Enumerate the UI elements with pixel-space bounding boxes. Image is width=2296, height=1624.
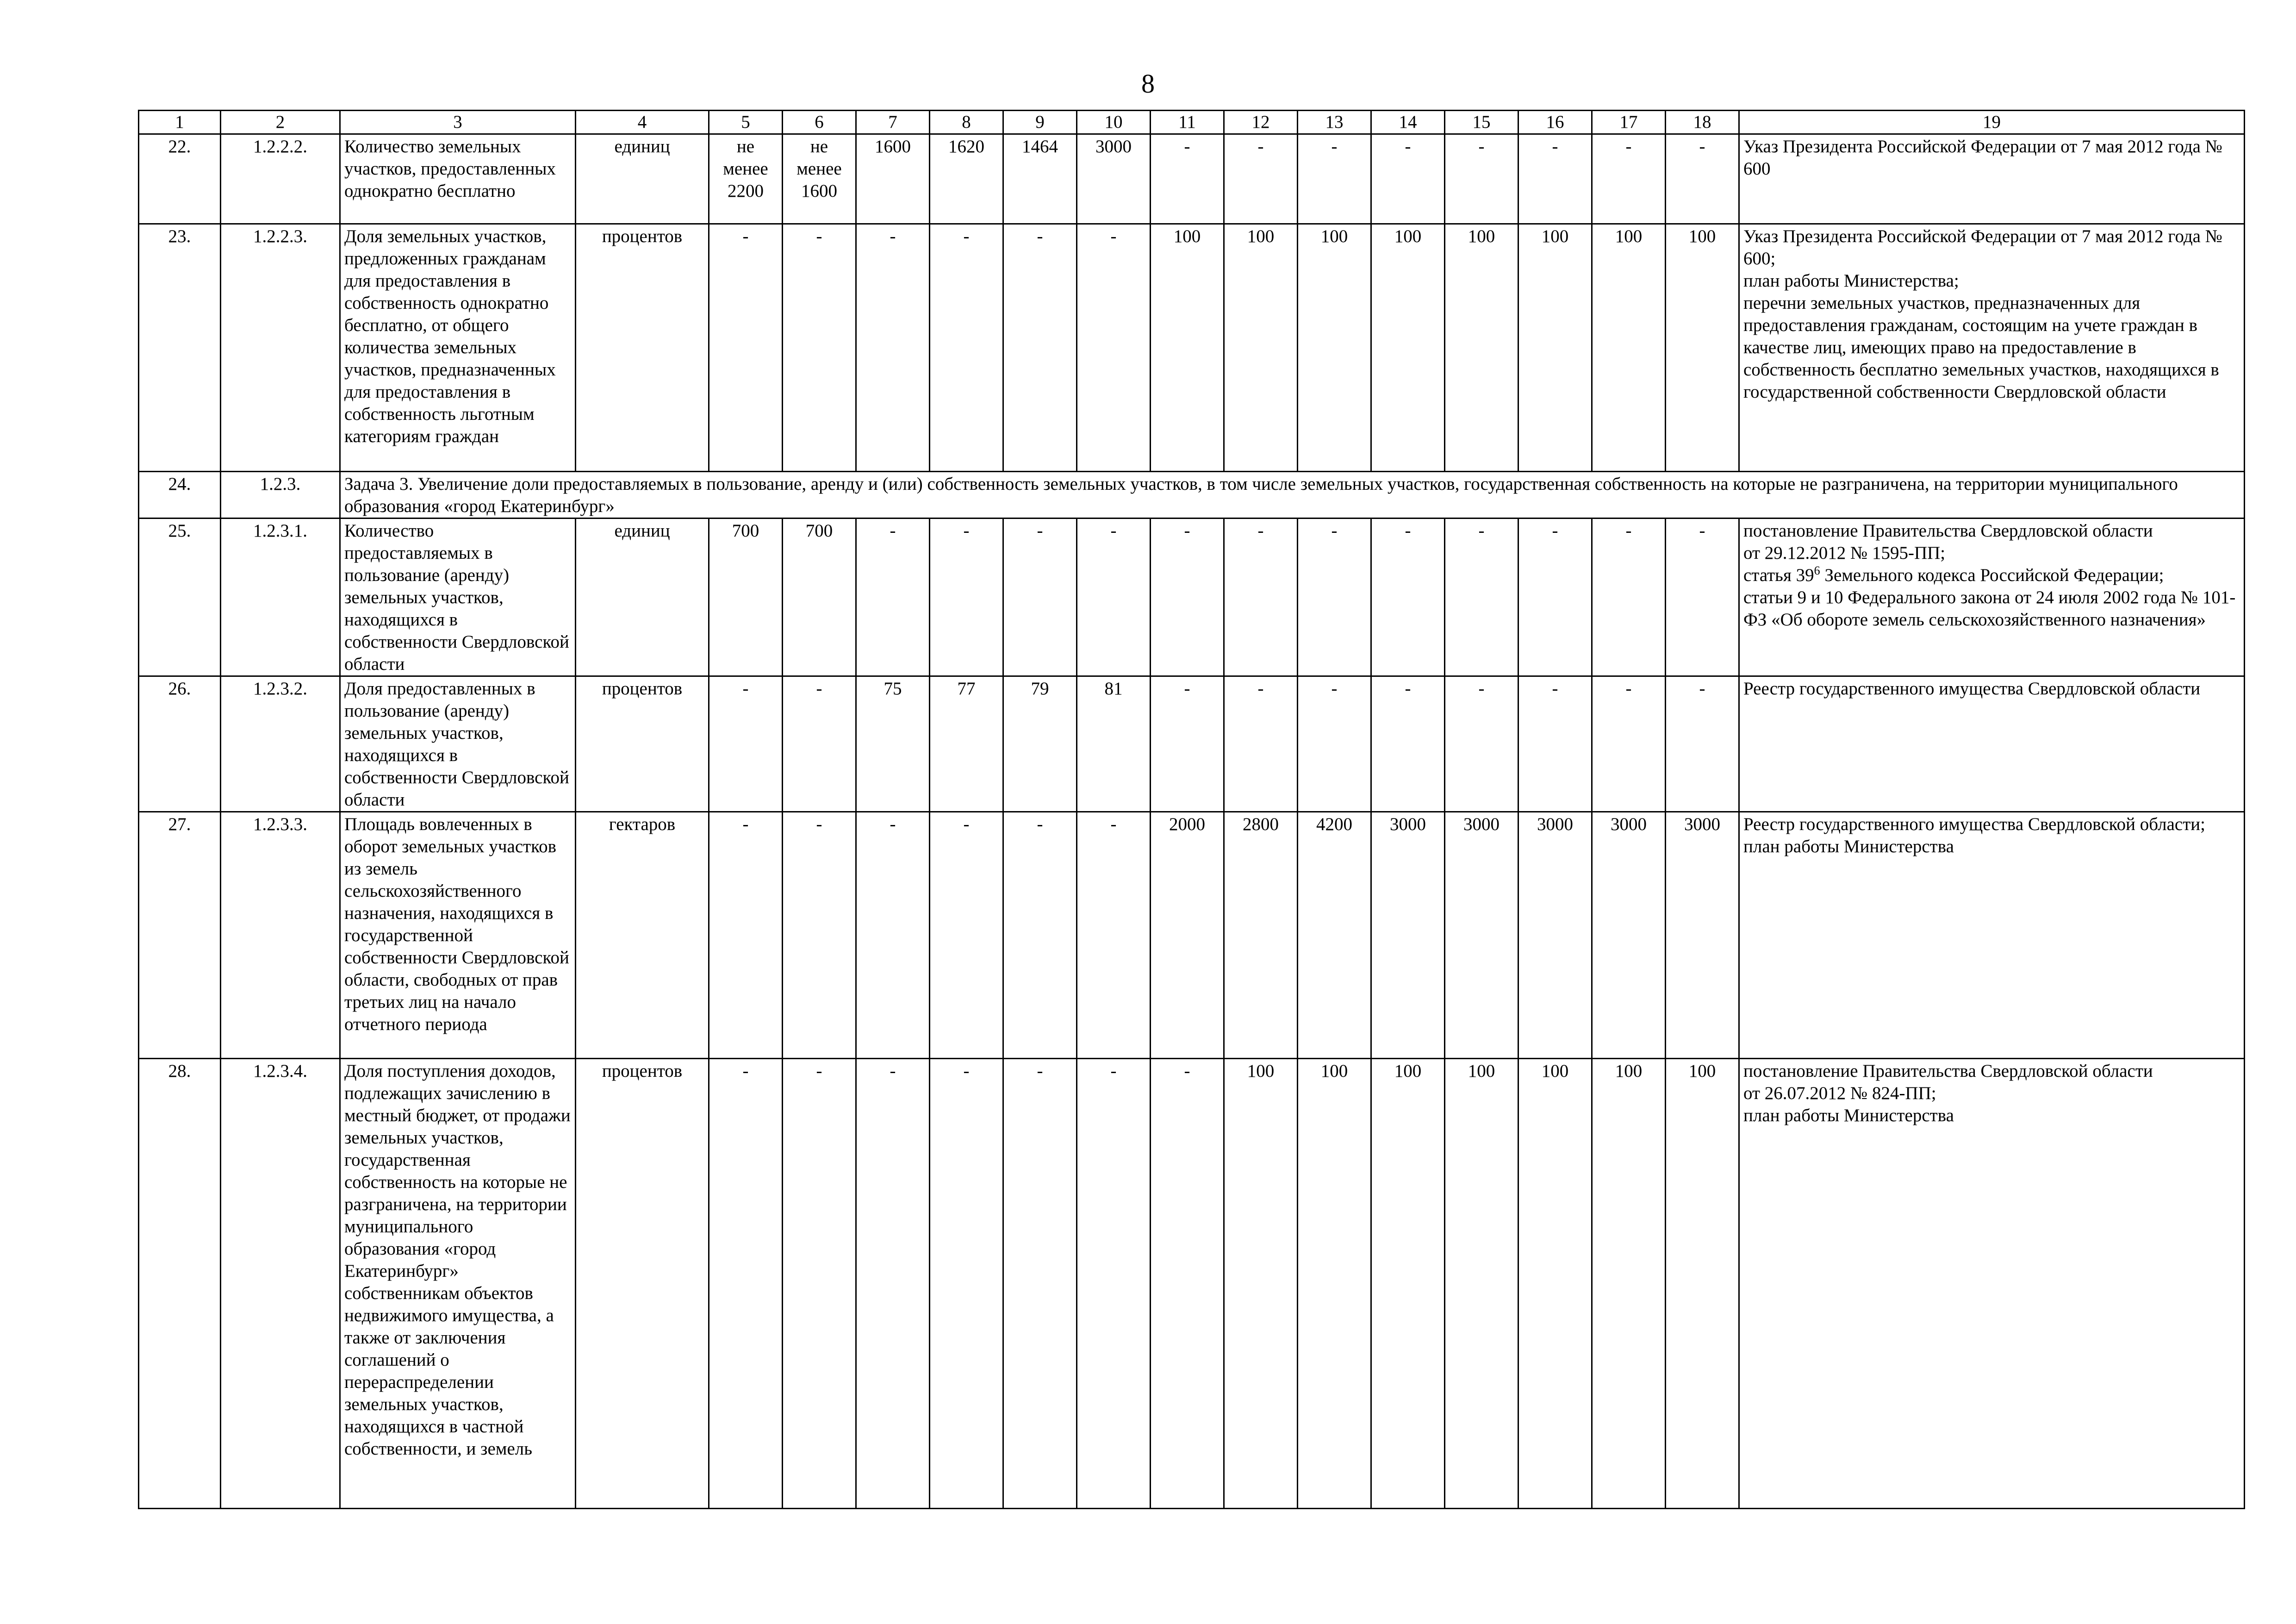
table-row — [139, 676, 2245, 812]
indicator-value: - — [1518, 518, 1592, 676]
column-number: 5 — [709, 111, 783, 134]
indicator-value: - — [709, 224, 783, 472]
indicator-value: 100 — [1592, 224, 1666, 472]
indicator-unit: процентов — [576, 1059, 709, 1509]
indicators-table — [138, 110, 2245, 1509]
indicator-name: Количество земельных участков, предоставленных однократно бесплатно — [340, 134, 576, 224]
indicator-value: 2000 — [1151, 812, 1224, 1059]
indicator-value: 2800 — [1224, 812, 1298, 1059]
page-number: 8 — [1141, 69, 1155, 99]
indicator-value: 3000 — [1077, 134, 1151, 224]
indicator-value: 4200 — [1298, 812, 1371, 1059]
indicator-value: 81 — [1077, 676, 1151, 812]
indicator-value: 100 — [1224, 1059, 1298, 1509]
table-row — [139, 134, 2245, 224]
indicator-value: - — [930, 518, 1003, 676]
column-number: 11 — [1151, 111, 1224, 134]
indicator-value: - — [1371, 518, 1445, 676]
column-number: 3 — [340, 111, 576, 134]
table-row — [139, 518, 2245, 676]
indicator-value: - — [1151, 676, 1224, 812]
column-number: 15 — [1445, 111, 1518, 134]
indicator-value: 3000 — [1518, 812, 1592, 1059]
indicator-value: 100 — [1371, 1059, 1445, 1509]
indicator-value: - — [1151, 518, 1224, 676]
indicator-value: 100 — [1445, 1059, 1518, 1509]
indicator-value: 100 — [1666, 224, 1739, 472]
indicator-value: - — [1592, 518, 1666, 676]
row-number: 24. — [139, 472, 221, 518]
indicator-value: 100 — [1151, 224, 1224, 472]
indicator-value: - — [1077, 224, 1151, 472]
indicator-value: 100 — [1445, 224, 1518, 472]
indicator-value: 100 — [1298, 1059, 1371, 1509]
row-number: 27. — [139, 812, 221, 1059]
column-number: 2 — [221, 111, 340, 134]
header-row — [139, 111, 2245, 134]
indicator-name: Площадь вовлеченных в оборот земельных участков из земель сельскохозяйственного назначения, находящихся в государственной собственности Свердловской области, свободных от прав третьих лиц на начало отчетного периода — [340, 812, 576, 1059]
indicator-value: 3000 — [1445, 812, 1518, 1059]
indicator-value: - — [1151, 134, 1224, 224]
indicator-value: не менее 1600 — [783, 134, 856, 224]
indicator-value: 700 — [783, 518, 856, 676]
indicator-value: 100 — [1518, 1059, 1592, 1509]
indicator-source: постановление Правительства Свердловской области от 29.12.2012 № 1595-ПП; статья $39^6$ Земельного кодекса Российской Федерации; статьи 9 и 10 Федерального закона от 24 июля 2002 года № 101-ФЗ «Об обороте земель сельскохозяйственного назначения» — [1739, 518, 2245, 676]
indicator-value: не менее 2200 — [709, 134, 783, 224]
table-row — [139, 1059, 2245, 1509]
indicator-value: - — [1077, 812, 1151, 1059]
column-number: 6 — [783, 111, 856, 134]
column-number: 13 — [1298, 111, 1371, 134]
indicator-value: 700 — [709, 518, 783, 676]
column-number: 9 — [1003, 111, 1077, 134]
row-number: 25. — [139, 518, 221, 676]
indicator-value: - — [783, 1059, 856, 1509]
indicator-unit: процентов — [576, 224, 709, 472]
indicator-value: - — [1518, 676, 1592, 812]
row-number: 28. — [139, 1059, 221, 1509]
indicator-value: - — [1003, 224, 1077, 472]
column-number: 8 — [930, 111, 1003, 134]
indicator-value: - — [1445, 134, 1518, 224]
row-code: 1.2.3.3. — [221, 812, 340, 1059]
column-number: 1 — [139, 111, 221, 134]
row-code: 1.2.3.1. — [221, 518, 340, 676]
indicator-unit: единиц — [576, 134, 709, 224]
column-number: 14 — [1371, 111, 1445, 134]
column-number: 12 — [1224, 111, 1298, 134]
indicator-value: - — [1666, 134, 1739, 224]
indicator-value: - — [1224, 134, 1298, 224]
indicator-value: - — [709, 1059, 783, 1509]
indicator-value: 100 — [1592, 1059, 1666, 1509]
indicator-source: Указ Президента Российской Федерации от 7 мая 2012 года № 600 — [1739, 134, 2245, 224]
indicator-unit: процентов — [576, 676, 709, 812]
indicator-value: 1464 — [1003, 134, 1077, 224]
indicator-value: - — [1518, 134, 1592, 224]
indicator-source: Реестр государственного имущества Свердловской области — [1739, 676, 2245, 812]
indicator-value: - — [1445, 676, 1518, 812]
indicator-value: - — [1592, 134, 1666, 224]
task-description: Задача 3. Увеличение доли предоставляемых в пользование, аренду и (или) собственность земельных участков, в том числе земельных участков, государственная собственность на которые не разграничена, на территории муниципального образования «город Екатеринбург» — [340, 472, 2245, 518]
indicator-value: 3000 — [1666, 812, 1739, 1059]
indicator-name: Доля земельных участков, предложенных гражданам для предоставления в собственность однократно бесплатно, от общего количества земельных участков, предназначенных для предоставления в собственность льготным категориям граждан — [340, 224, 576, 472]
indicator-value: 100 — [1518, 224, 1592, 472]
indicator-value: - — [783, 812, 856, 1059]
superscript: 6 — [1814, 564, 1820, 577]
indicator-source: Реестр государственного имущества Свердловской области; план работы Министерства — [1739, 812, 2245, 1059]
indicator-source: Указ Президента Российской Федерации от 7 мая 2012 года № 600; план работы Министерства; перечни земельных участков, предназначенных для предоставления гражданам, состоящим на учете граждан в качестве лиц, имеющих право на предоставление в собственность бесплатно земельных участков, находящихся в государственной собственности Свердловской области — [1739, 224, 2245, 472]
row-code: 1.2.3. — [221, 472, 340, 518]
table-row — [139, 472, 2245, 518]
indicator-value: 100 — [1224, 224, 1298, 472]
row-code: 1.2.3.2. — [221, 676, 340, 812]
indicator-value: - — [1003, 518, 1077, 676]
indicator-value: 3000 — [1592, 812, 1666, 1059]
indicator-value: - — [1298, 676, 1371, 812]
indicator-unit: гектаров — [576, 812, 709, 1059]
column-number: 18 — [1666, 111, 1739, 134]
indicator-value: - — [930, 224, 1003, 472]
indicator-value: 100 — [1666, 1059, 1739, 1509]
indicator-value: - — [1151, 1059, 1224, 1509]
column-number: 7 — [856, 111, 930, 134]
indicator-value: - — [1077, 518, 1151, 676]
indicator-name: Доля предоставленных в пользование (аренду) земельных участков, находящихся в собственности Свердловской области — [340, 676, 576, 812]
indicator-unit: единиц — [576, 518, 709, 676]
indicator-value: - — [856, 812, 930, 1059]
indicator-value: 1600 — [856, 134, 930, 224]
row-code: 1.2.2.2. — [221, 134, 340, 224]
indicator-value: - — [1003, 812, 1077, 1059]
indicator-value: 100 — [1371, 224, 1445, 472]
row-number: 22. — [139, 134, 221, 224]
indicator-value: - — [709, 676, 783, 812]
table-row — [139, 812, 2245, 1059]
indicator-value: - — [783, 676, 856, 812]
row-code: 1.2.3.4. — [221, 1059, 340, 1509]
indicator-value: - — [1298, 518, 1371, 676]
column-number: 16 — [1518, 111, 1592, 134]
indicator-value: 77 — [930, 676, 1003, 812]
indicator-value: 75 — [856, 676, 930, 812]
indicator-value: - — [856, 224, 930, 472]
indicator-value: - — [1298, 134, 1371, 224]
row-number: 23. — [139, 224, 221, 472]
indicator-source: постановление Правительства Свердловской области от 26.07.2012 № 824-ПП; план работы Министерства — [1739, 1059, 2245, 1509]
indicator-value: - — [1003, 1059, 1077, 1509]
indicator-value: 3000 — [1371, 812, 1445, 1059]
row-number: 26. — [139, 676, 221, 812]
indicator-value: - — [1077, 1059, 1151, 1509]
column-number: 19 — [1739, 111, 2245, 134]
indicator-value: - — [1371, 676, 1445, 812]
indicator-value: - — [1445, 518, 1518, 676]
indicator-value: - — [1592, 676, 1666, 812]
table-row — [139, 224, 2245, 472]
column-number: 10 — [1077, 111, 1151, 134]
indicator-value: - — [709, 812, 783, 1059]
indicator-value: - — [1666, 676, 1739, 812]
column-number: 17 — [1592, 111, 1666, 134]
indicator-value: 1620 — [930, 134, 1003, 224]
indicator-value: - — [930, 812, 1003, 1059]
column-number: 4 — [576, 111, 709, 134]
indicator-name: Доля поступления доходов, подлежащих зачислению в местный бюджет, от продажи земельных участков, государственная собственность на которые не разграничена, на территории муниципального образования «город Екатеринбург» собственникам объектов недвижимого имущества, а также от заключения соглашений о перераспределении земельных участков, находящихся в частной собственности, и земель — [340, 1059, 576, 1509]
indicator-value: - — [1666, 518, 1739, 676]
indicator-value: - — [1371, 134, 1445, 224]
indicator-value: - — [856, 518, 930, 676]
indicator-value: 79 — [1003, 676, 1077, 812]
indicator-value: 100 — [1298, 224, 1371, 472]
indicator-value: - — [856, 1059, 930, 1509]
indicator-value: - — [1224, 518, 1298, 676]
row-code: 1.2.2.3. — [221, 224, 340, 472]
indicator-value: - — [930, 1059, 1003, 1509]
indicator-value: - — [783, 224, 856, 472]
indicator-value: - — [1224, 676, 1298, 812]
indicator-name: Количество предоставляемых в пользование (аренду) земельных участков, находящихся в собственности Свердловской области — [340, 518, 576, 676]
